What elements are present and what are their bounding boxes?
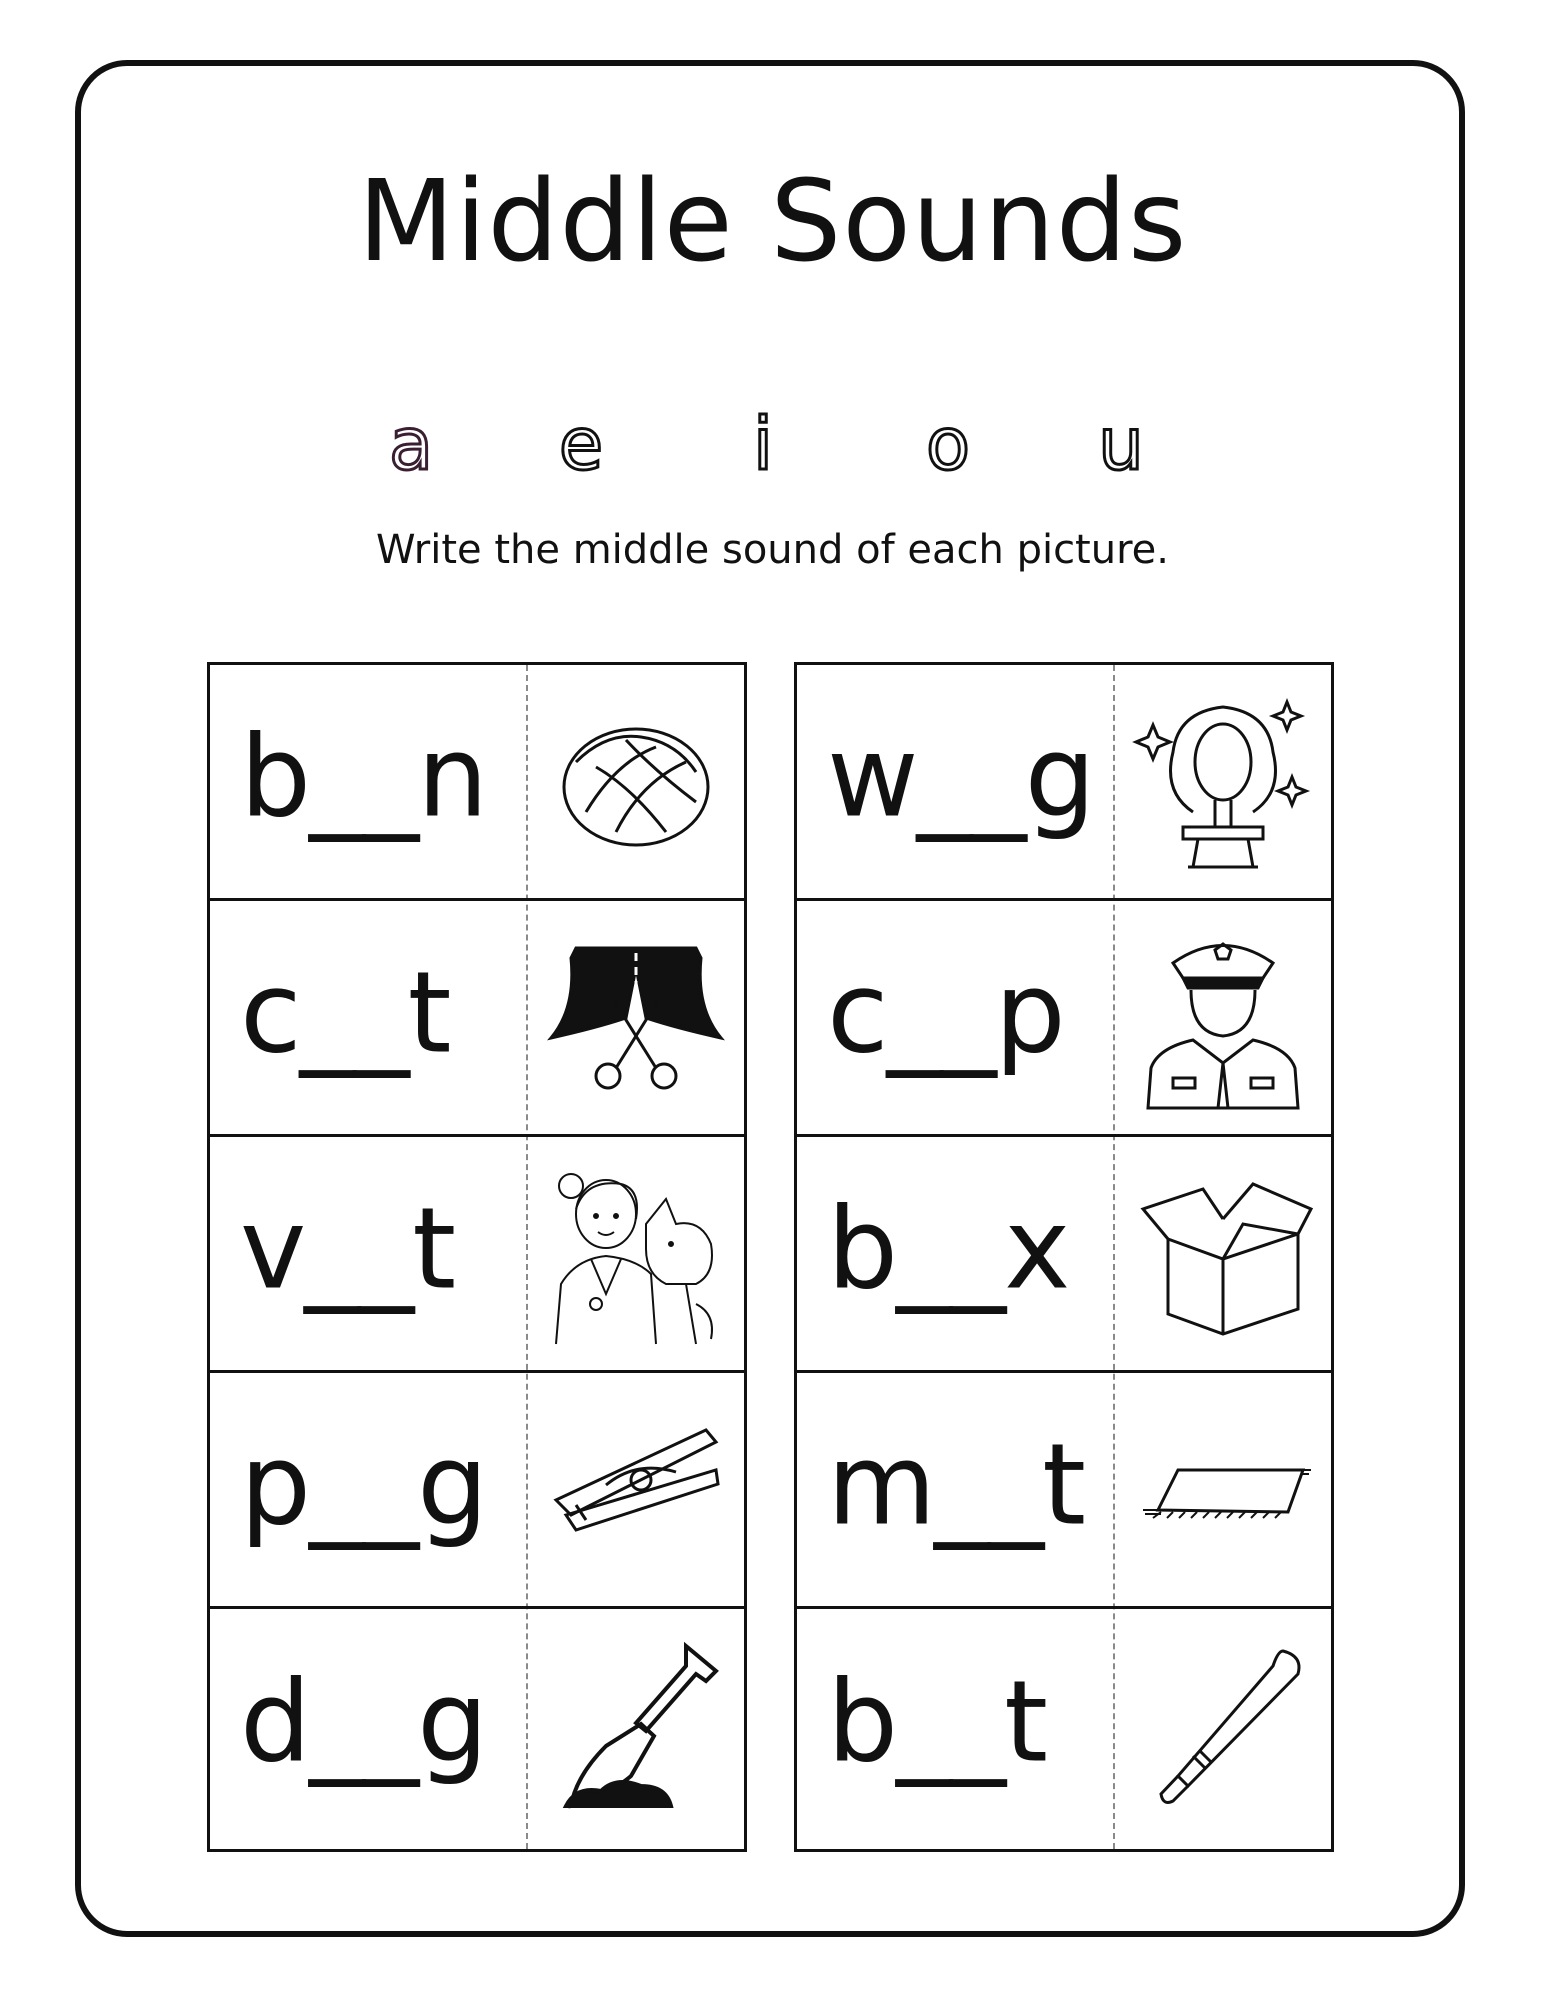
word-blank[interactable]: m__t <box>827 1420 1085 1551</box>
word-row <box>210 901 744 1137</box>
word-row <box>210 665 744 901</box>
wig-icon <box>1133 692 1313 872</box>
bun-icon <box>546 692 726 872</box>
word-row <box>210 1373 744 1609</box>
word-blank[interactable]: b__n <box>240 712 487 843</box>
word-row <box>797 1609 1331 1845</box>
bat-icon <box>1133 1636 1313 1816</box>
instruction-text: Write the middle sound of each picture. <box>376 527 1169 573</box>
word-row <box>797 901 1331 1137</box>
vowel-letter: e <box>558 402 604 486</box>
word-row <box>797 665 1331 901</box>
word-row <box>797 1137 1331 1373</box>
page-title: Middle Sounds <box>357 157 1188 287</box>
word-row <box>210 1609 744 1845</box>
mat-icon <box>1133 1400 1313 1580</box>
vowel-list <box>0 402 1545 498</box>
word-row <box>210 1137 744 1373</box>
word-blank[interactable]: d__g <box>240 1657 487 1788</box>
cop-icon <box>1133 928 1313 1108</box>
word-blank[interactable]: w__g <box>827 712 1094 843</box>
left-word-column <box>207 662 747 1852</box>
word-blank[interactable]: c__t <box>240 948 450 1079</box>
shovel-dig-icon <box>546 1636 726 1816</box>
word-blank[interactable]: p__g <box>240 1420 487 1551</box>
vowel-letter: o <box>925 402 971 486</box>
word-blank[interactable]: b__t <box>827 1657 1047 1788</box>
vowel-letter: u <box>1098 402 1144 486</box>
box-icon <box>1133 1164 1313 1344</box>
cut-fabric-scissors-icon <box>546 928 726 1108</box>
right-word-column <box>794 662 1334 1852</box>
vowel-letter: a <box>388 402 434 486</box>
word-blank[interactable]: c__p <box>827 948 1064 1079</box>
word-blank[interactable]: v__t <box>240 1184 455 1315</box>
word-blank[interactable]: b__x <box>827 1184 1069 1315</box>
word-row <box>797 1373 1331 1609</box>
clothespin-peg-icon <box>546 1400 726 1580</box>
vet-icon <box>546 1164 726 1344</box>
vowel-letter: i <box>752 402 773 486</box>
